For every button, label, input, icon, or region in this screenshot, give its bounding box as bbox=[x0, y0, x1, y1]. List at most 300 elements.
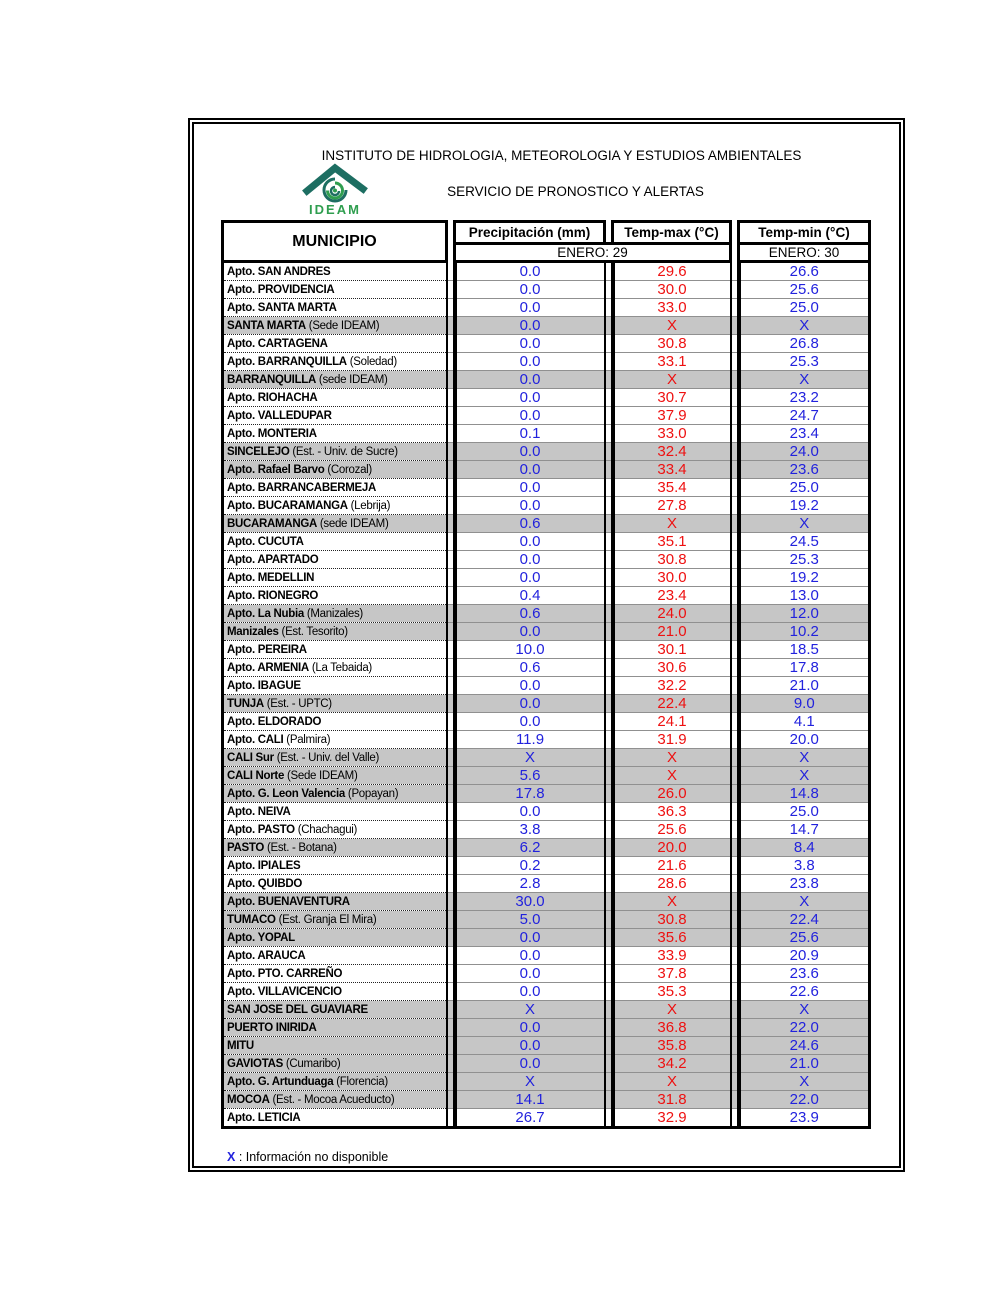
temp-min-cell: 25.0 bbox=[739, 479, 870, 497]
temp-max-cell: 35.8 bbox=[613, 1037, 731, 1055]
precipitation-cell: 0.0 bbox=[455, 371, 605, 389]
temp-max-cell: 30.8 bbox=[613, 551, 731, 569]
column-gap bbox=[605, 389, 613, 407]
temp-min-cell: 25.6 bbox=[739, 929, 870, 947]
temp-max-cell: 24.0 bbox=[613, 605, 731, 623]
precipitation-cell: 0.0 bbox=[455, 317, 605, 335]
column-gap bbox=[605, 641, 613, 659]
municipality-cell: Apto. SAN ANDRES bbox=[223, 262, 447, 281]
column-gap bbox=[731, 461, 739, 479]
precipitation-cell: 14.1 bbox=[455, 1091, 605, 1109]
column-gap bbox=[447, 371, 455, 389]
temp-min-cell: 18.5 bbox=[739, 641, 870, 659]
temp-min-cell: 24.7 bbox=[739, 407, 870, 425]
column-gap bbox=[605, 839, 613, 857]
municipality-cell: Apto. BARRANQUILLA (Soledad) bbox=[223, 353, 447, 371]
municipality-cell: Apto. CARTAGENA bbox=[223, 335, 447, 353]
column-gap bbox=[605, 749, 613, 767]
column-gap bbox=[447, 353, 455, 371]
column-gap bbox=[447, 839, 455, 857]
column-gap bbox=[447, 299, 455, 317]
municipality-cell: Apto. IPIALES bbox=[223, 857, 447, 875]
temp-min-cell: 23.6 bbox=[739, 965, 870, 983]
temp-max-cell: 35.1 bbox=[613, 533, 731, 551]
column-gap bbox=[731, 533, 739, 551]
precipitation-cell: 0.0 bbox=[455, 677, 605, 695]
column-gap bbox=[731, 947, 739, 965]
table-row bbox=[223, 641, 870, 659]
temp-min-cell: X bbox=[739, 371, 870, 389]
precipitation-cell: 0.0 bbox=[455, 353, 605, 371]
municipality-cell: PASTO (Est. - Botana) bbox=[223, 839, 447, 857]
column-header-temp-max: Temp-max (°C) bbox=[613, 222, 731, 244]
column-gap bbox=[447, 911, 455, 929]
temp-min-cell: 20.0 bbox=[739, 731, 870, 749]
column-gap bbox=[605, 821, 613, 839]
municipality-cell: Manizales (Est. Tesorito) bbox=[223, 623, 447, 641]
municipality-cell: Apto. VILLAVICENCIO bbox=[223, 983, 447, 1001]
table-row bbox=[223, 551, 870, 569]
column-gap bbox=[731, 695, 739, 713]
table-row bbox=[223, 911, 870, 929]
column-gap bbox=[447, 965, 455, 983]
column-gap bbox=[447, 695, 455, 713]
temp-min-cell: 12.0 bbox=[739, 605, 870, 623]
table-row bbox=[223, 281, 870, 299]
legend-text: : Información no disponible bbox=[235, 1150, 389, 1164]
table-row bbox=[223, 749, 870, 767]
precipitation-cell: X bbox=[455, 1001, 605, 1019]
column-gap bbox=[731, 479, 739, 497]
temp-max-cell: 30.7 bbox=[613, 389, 731, 407]
temp-max-cell: 33.0 bbox=[613, 299, 731, 317]
temp-min-cell: X bbox=[739, 317, 870, 335]
column-gap bbox=[731, 262, 739, 281]
legend-note bbox=[227, 1150, 388, 1164]
precipitation-cell: 0.0 bbox=[455, 389, 605, 407]
column-gap bbox=[447, 1073, 455, 1091]
column-gap bbox=[447, 677, 455, 695]
date-header-enero-29: ENERO: 29 bbox=[455, 244, 731, 262]
temp-max-cell: 22.4 bbox=[613, 695, 731, 713]
column-gap bbox=[447, 983, 455, 1001]
precipitation-cell: 0.0 bbox=[455, 299, 605, 317]
table-row bbox=[223, 262, 870, 281]
table-row bbox=[223, 425, 870, 443]
table-row bbox=[223, 299, 870, 317]
precipitation-cell: 5.6 bbox=[455, 767, 605, 785]
table-row bbox=[223, 785, 870, 803]
municipality-cell: TUNJA (Est. - UPTC) bbox=[223, 695, 447, 713]
temp-max-cell: X bbox=[613, 317, 731, 335]
municipality-cell: PUERTO INIRIDA bbox=[223, 1019, 447, 1037]
temp-max-cell: 35.3 bbox=[613, 983, 731, 1001]
column-gap bbox=[605, 353, 613, 371]
column-gap bbox=[447, 1019, 455, 1037]
precipitation-cell: 0.0 bbox=[455, 461, 605, 479]
municipality-cell: Apto. MEDELLIN bbox=[223, 569, 447, 587]
column-gap bbox=[447, 875, 455, 893]
date-header-enero-30: ENERO: 30 bbox=[739, 244, 870, 262]
temp-max-cell: 33.0 bbox=[613, 425, 731, 443]
temp-max-cell: 33.4 bbox=[613, 461, 731, 479]
column-gap bbox=[731, 1073, 739, 1091]
column-gap bbox=[605, 1091, 613, 1109]
temp-min-cell: 25.0 bbox=[739, 299, 870, 317]
precipitation-cell: 0.0 bbox=[455, 407, 605, 425]
table-row bbox=[223, 533, 870, 551]
temp-min-cell: 20.9 bbox=[739, 947, 870, 965]
temp-max-cell: 24.1 bbox=[613, 713, 731, 731]
column-gap bbox=[731, 731, 739, 749]
precipitation-cell: 0.0 bbox=[455, 803, 605, 821]
column-header-municipio: MUNICIPIO bbox=[223, 222, 447, 262]
table-row bbox=[223, 875, 870, 893]
table-row bbox=[223, 587, 870, 605]
column-gap bbox=[447, 605, 455, 623]
column-gap bbox=[731, 983, 739, 1001]
temp-max-cell: 21.0 bbox=[613, 623, 731, 641]
column-gap bbox=[605, 623, 613, 641]
column-gap bbox=[605, 1073, 613, 1091]
column-gap bbox=[605, 281, 613, 299]
precipitation-cell: 0.0 bbox=[455, 569, 605, 587]
table-body bbox=[223, 262, 870, 1128]
temp-max-cell: 30.6 bbox=[613, 659, 731, 677]
precipitation-cell: 0.2 bbox=[455, 857, 605, 875]
column-gap bbox=[447, 857, 455, 875]
temp-max-cell: X bbox=[613, 1001, 731, 1019]
column-gap bbox=[731, 713, 739, 731]
temp-min-cell: 24.0 bbox=[739, 443, 870, 461]
document-frame bbox=[188, 118, 905, 1172]
column-gap bbox=[605, 1109, 613, 1128]
precipitation-cell: 2.8 bbox=[455, 875, 605, 893]
column-gap bbox=[731, 1037, 739, 1055]
municipality-cell: Apto. PEREIRA bbox=[223, 641, 447, 659]
municipality-cell: Apto. BUCARAMANGA (Lebrija) bbox=[223, 497, 447, 515]
municipality-cell: BARRANQUILLA (sede IDEAM) bbox=[223, 371, 447, 389]
municipality-cell: Apto. ARAUCA bbox=[223, 947, 447, 965]
municipality-cell: MITU bbox=[223, 1037, 447, 1055]
column-gap bbox=[605, 1037, 613, 1055]
column-gap bbox=[731, 515, 739, 533]
temp-min-cell: X bbox=[739, 1001, 870, 1019]
column-gap bbox=[731, 839, 739, 857]
table-row bbox=[223, 1001, 870, 1019]
precipitation-cell: 0.0 bbox=[455, 1019, 605, 1037]
municipality-cell: Apto. YOPAL bbox=[223, 929, 447, 947]
temp-min-cell: 22.0 bbox=[739, 1091, 870, 1109]
column-gap bbox=[731, 425, 739, 443]
municipality-cell: Apto. La Nubia (Manizales) bbox=[223, 605, 447, 623]
table-row bbox=[223, 983, 870, 1001]
municipality-cell: Apto. CALI (Palmira) bbox=[223, 731, 447, 749]
temp-min-cell: 26.8 bbox=[739, 335, 870, 353]
temp-min-cell: 24.6 bbox=[739, 1037, 870, 1055]
temp-min-cell: 23.2 bbox=[739, 389, 870, 407]
municipality-cell: Apto. G. Leon Valencia (Popayan) bbox=[223, 785, 447, 803]
column-gap bbox=[447, 623, 455, 641]
forecast-table bbox=[221, 220, 871, 1129]
column-gap bbox=[731, 1109, 739, 1128]
column-gap bbox=[605, 1055, 613, 1073]
temp-max-cell: 33.9 bbox=[613, 947, 731, 965]
column-gap bbox=[447, 713, 455, 731]
temp-min-cell: 22.6 bbox=[739, 983, 870, 1001]
column-gap bbox=[605, 497, 613, 515]
precipitation-cell: 5.0 bbox=[455, 911, 605, 929]
temp-max-cell: 29.6 bbox=[613, 262, 731, 281]
temp-max-cell: X bbox=[613, 1073, 731, 1091]
table-row bbox=[223, 623, 870, 641]
temp-min-cell: 3.8 bbox=[739, 857, 870, 875]
column-gap bbox=[731, 641, 739, 659]
column-gap bbox=[447, 1091, 455, 1109]
column-gap bbox=[731, 569, 739, 587]
temp-max-cell: 30.1 bbox=[613, 641, 731, 659]
table-row bbox=[223, 353, 870, 371]
municipality-cell: TUMACO (Est. Granja El Mira) bbox=[223, 911, 447, 929]
municipality-cell: Apto. RIONEGRO bbox=[223, 587, 447, 605]
temp-max-cell: 26.0 bbox=[613, 785, 731, 803]
column-gap bbox=[605, 803, 613, 821]
table-row bbox=[223, 695, 870, 713]
precipitation-cell: 0.0 bbox=[455, 497, 605, 515]
temp-min-cell: 8.4 bbox=[739, 839, 870, 857]
table-row bbox=[223, 767, 870, 785]
temp-max-cell: 34.2 bbox=[613, 1055, 731, 1073]
column-gap bbox=[447, 479, 455, 497]
table-row bbox=[223, 1019, 870, 1037]
temp-min-cell: 9.0 bbox=[739, 695, 870, 713]
temp-min-cell: 25.6 bbox=[739, 281, 870, 299]
temp-max-cell: 31.8 bbox=[613, 1091, 731, 1109]
column-gap bbox=[605, 371, 613, 389]
table-row bbox=[223, 839, 870, 857]
temp-max-cell: X bbox=[613, 515, 731, 533]
column-gap bbox=[605, 262, 613, 281]
precipitation-cell: 10.0 bbox=[455, 641, 605, 659]
temp-max-cell: 20.0 bbox=[613, 839, 731, 857]
table-row bbox=[223, 1037, 870, 1055]
column-gap bbox=[731, 821, 739, 839]
table-row bbox=[223, 803, 870, 821]
temp-max-cell: 28.6 bbox=[613, 875, 731, 893]
column-gap bbox=[605, 533, 613, 551]
logo-wordmark: IDEAM bbox=[309, 202, 361, 217]
column-gap bbox=[447, 281, 455, 299]
temp-max-cell: 30.0 bbox=[613, 281, 731, 299]
precipitation-cell: 26.7 bbox=[455, 1109, 605, 1128]
table-row bbox=[223, 929, 870, 947]
temp-max-cell: 31.9 bbox=[613, 731, 731, 749]
column-gap bbox=[605, 317, 613, 335]
column-gap bbox=[731, 803, 739, 821]
column-gap bbox=[447, 443, 455, 461]
temp-max-cell: 27.8 bbox=[613, 497, 731, 515]
table-row bbox=[223, 731, 870, 749]
column-gap bbox=[731, 371, 739, 389]
temp-max-cell: 37.9 bbox=[613, 407, 731, 425]
municipality-cell: CALI Sur (Est. - Univ. del Valle) bbox=[223, 749, 447, 767]
column-gap bbox=[731, 965, 739, 983]
column-gap bbox=[731, 623, 739, 641]
column-gap bbox=[731, 1001, 739, 1019]
table-row bbox=[223, 1091, 870, 1109]
column-gap bbox=[605, 677, 613, 695]
temp-min-cell: 17.8 bbox=[739, 659, 870, 677]
column-gap bbox=[447, 641, 455, 659]
table-row bbox=[223, 893, 870, 911]
temp-max-cell: 37.8 bbox=[613, 965, 731, 983]
column-gap bbox=[605, 731, 613, 749]
column-gap bbox=[605, 1019, 613, 1037]
column-gap bbox=[605, 965, 613, 983]
column-gap bbox=[447, 731, 455, 749]
municipality-cell: GAVIOTAS (Cumaribo) bbox=[223, 1055, 447, 1073]
column-gap bbox=[731, 875, 739, 893]
precipitation-cell: 0.0 bbox=[455, 965, 605, 983]
column-gap bbox=[731, 857, 739, 875]
temp-min-cell: 24.5 bbox=[739, 533, 870, 551]
column-gap bbox=[731, 767, 739, 785]
municipality-cell: SAN JOSE DEL GUAVIARE bbox=[223, 1001, 447, 1019]
column-gap bbox=[731, 407, 739, 425]
column-gap bbox=[605, 299, 613, 317]
column-gap bbox=[447, 389, 455, 407]
precipitation-cell: 0.0 bbox=[455, 335, 605, 353]
table-row bbox=[223, 335, 870, 353]
temp-min-cell: 19.2 bbox=[739, 569, 870, 587]
municipality-cell: SANTA MARTA (Sede IDEAM) bbox=[223, 317, 447, 335]
column-gap bbox=[731, 317, 739, 335]
table-row bbox=[223, 821, 870, 839]
temp-max-cell: 30.8 bbox=[613, 335, 731, 353]
municipality-cell: Apto. G. Artunduaga (Florencia) bbox=[223, 1073, 447, 1091]
temp-max-cell: 30.8 bbox=[613, 911, 731, 929]
column-gap bbox=[447, 893, 455, 911]
municipality-cell: Apto. APARTADO bbox=[223, 551, 447, 569]
temp-min-cell: 14.7 bbox=[739, 821, 870, 839]
precipitation-cell: 0.0 bbox=[455, 713, 605, 731]
column-gap bbox=[447, 1037, 455, 1055]
municipality-cell: Apto. SANTA MARTA bbox=[223, 299, 447, 317]
column-gap bbox=[605, 425, 613, 443]
temp-min-cell: 21.0 bbox=[739, 677, 870, 695]
municipality-cell: Apto. RIOHACHA bbox=[223, 389, 447, 407]
column-gap bbox=[447, 317, 455, 335]
column-gap bbox=[605, 479, 613, 497]
precipitation-cell: 0.0 bbox=[455, 551, 605, 569]
municipality-cell: Apto. CUCUTA bbox=[223, 533, 447, 551]
precipitation-cell: 0.6 bbox=[455, 515, 605, 533]
temp-min-cell: 23.9 bbox=[739, 1109, 870, 1128]
temp-max-cell: 30.0 bbox=[613, 569, 731, 587]
column-gap bbox=[447, 262, 455, 281]
column-gap bbox=[731, 659, 739, 677]
table-row bbox=[223, 515, 870, 533]
document-frame-inner bbox=[192, 122, 901, 1168]
temp-min-cell: 26.6 bbox=[739, 262, 870, 281]
column-gap bbox=[605, 983, 613, 1001]
column-gap bbox=[731, 587, 739, 605]
temp-max-cell: 32.2 bbox=[613, 677, 731, 695]
table-row bbox=[223, 857, 870, 875]
temp-max-cell: 21.6 bbox=[613, 857, 731, 875]
column-gap bbox=[605, 1001, 613, 1019]
column-gap bbox=[731, 389, 739, 407]
header-gap bbox=[605, 222, 613, 244]
column-gap bbox=[447, 821, 455, 839]
table-row bbox=[223, 947, 870, 965]
precipitation-cell: 0.0 bbox=[455, 281, 605, 299]
column-gap bbox=[447, 335, 455, 353]
column-gap bbox=[447, 767, 455, 785]
temp-max-cell: 32.9 bbox=[613, 1109, 731, 1128]
precipitation-cell: 6.2 bbox=[455, 839, 605, 857]
column-gap bbox=[731, 677, 739, 695]
column-header-precipitacion: Precipitación (mm) bbox=[455, 222, 605, 244]
precipitation-cell: 0.0 bbox=[455, 1037, 605, 1055]
column-gap bbox=[731, 929, 739, 947]
precipitation-cell: 17.8 bbox=[455, 785, 605, 803]
column-gap bbox=[731, 785, 739, 803]
column-gap bbox=[605, 587, 613, 605]
column-gap bbox=[605, 407, 613, 425]
temp-min-cell: X bbox=[739, 767, 870, 785]
precipitation-cell: 0.0 bbox=[455, 983, 605, 1001]
table-row bbox=[223, 389, 870, 407]
table-header bbox=[223, 222, 870, 262]
table-row bbox=[223, 677, 870, 695]
table-row bbox=[223, 479, 870, 497]
column-gap bbox=[447, 425, 455, 443]
municipality-cell: Apto. VALLEDUPAR bbox=[223, 407, 447, 425]
column-gap bbox=[605, 929, 613, 947]
column-gap bbox=[731, 749, 739, 767]
temp-max-cell: X bbox=[613, 749, 731, 767]
table-row bbox=[223, 569, 870, 587]
column-gap bbox=[447, 533, 455, 551]
header-gap bbox=[731, 222, 739, 262]
temp-max-cell: X bbox=[613, 893, 731, 911]
temp-max-cell: 32.4 bbox=[613, 443, 731, 461]
column-gap bbox=[447, 785, 455, 803]
temp-min-cell: 23.4 bbox=[739, 425, 870, 443]
legend-x-symbol: X bbox=[227, 1150, 236, 1164]
precipitation-cell: 0.0 bbox=[455, 479, 605, 497]
municipality-cell: Apto. MONTERIA bbox=[223, 425, 447, 443]
column-gap bbox=[731, 335, 739, 353]
temp-min-cell: 23.8 bbox=[739, 875, 870, 893]
municipality-cell: MOCOA (Est. - Mocoa Acueducto) bbox=[223, 1091, 447, 1109]
column-gap bbox=[605, 785, 613, 803]
precipitation-cell: 0.4 bbox=[455, 587, 605, 605]
column-gap bbox=[447, 569, 455, 587]
column-gap bbox=[605, 695, 613, 713]
column-gap bbox=[605, 551, 613, 569]
municipality-cell: Apto. BUENAVENTURA bbox=[223, 893, 447, 911]
municipality-cell: SINCELEJO (Est. - Univ. de Sucre) bbox=[223, 443, 447, 461]
temp-min-cell: 25.3 bbox=[739, 551, 870, 569]
temp-max-cell: 33.1 bbox=[613, 353, 731, 371]
temp-max-cell: 35.4 bbox=[613, 479, 731, 497]
column-gap bbox=[605, 875, 613, 893]
municipality-cell: Apto. IBAGUE bbox=[223, 677, 447, 695]
precipitation-cell: 30.0 bbox=[455, 893, 605, 911]
precipitation-cell: X bbox=[455, 1073, 605, 1091]
